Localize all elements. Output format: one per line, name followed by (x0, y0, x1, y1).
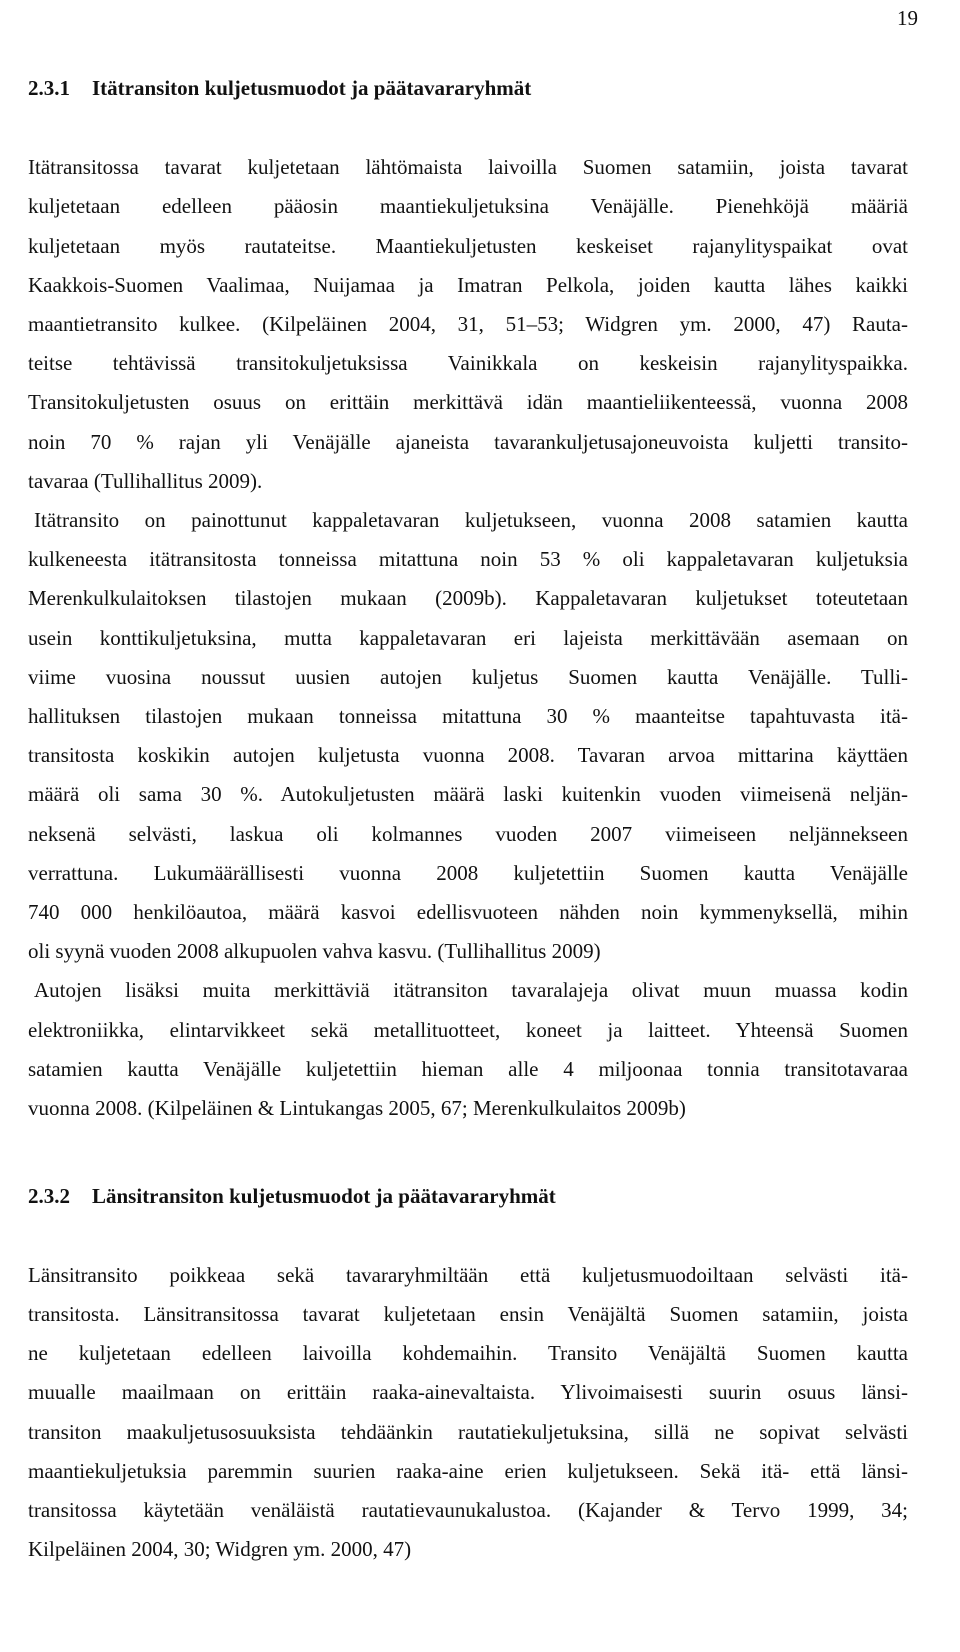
text-line: maantietransito kulkee. (Kilpeläinen 2004, 31, 51–53; Widgren ym. 2000, 47) Rauta- (28, 312, 908, 336)
text-line: verrattuna. Lukumäärällisesti vuonna 2008 kuljetettiin Suomen kautta Venäjälle (28, 861, 908, 885)
text-line: elektroniikka, elintarvikkeet sekä metallituotteet, koneet ja laitteet. Yhteensä Suomen (28, 1018, 908, 1042)
text-line: vuonna 2008. (Kilpeläinen & Lintukangas 2005, 67; Merenkulkulaitos 2009b) (28, 1096, 686, 1120)
text-line: muualle maailmaan on erittäin raaka-ainevaltaista. Ylivoimaisesti suurin osuus länsi- (28, 1380, 908, 1404)
text-line: Itätransito on painottunut kappaletavaran kuljetukseen, vuonna 2008 satamien kautta (34, 508, 908, 532)
text-line: transitosta koskikin autojen kuljetusta vuonna 2008. Tavaran arvoa mittarina käyttäen (28, 743, 908, 767)
text-line: satamien kautta Venäjälle kuljetettiin hieman alle 4 miljoonaa tonnia transitotavaraa (28, 1057, 908, 1081)
text-line: usein konttikuljetuksina, mutta kappaletavaran eri lajeista merkittävään asemaan on (28, 626, 908, 650)
section-number: 2.3.1 (28, 76, 70, 100)
text-line: määrä oli sama 30 %. Autokuljetusten määrä laski kuitenkin vuoden viimeisenä neljän- (28, 782, 908, 806)
text-line: 740 000 henkilöautoa, määrä kasvoi edellisvuoteen nähden noin kymmenyksellä, mihin (28, 900, 908, 924)
text-line: Merenkulkulaitoksen tilastojen mukaan (2009b). Kappaletavaran kuljetukset toteutetaan (28, 586, 908, 610)
text-line: Kaakkois-Suomen Vaalimaa, Nuijamaa ja Imatran Pelkola, joiden kautta lähes kaikki (28, 273, 908, 297)
text-line: ne kuljetetaan edelleen laivoilla kohdemaihin. Transito Venäjältä Suomen kautta (28, 1341, 908, 1365)
text-line: Autojen lisäksi muita merkittäviä itätransiton tavaralajeja olivat muun muassa kodin (34, 978, 908, 1002)
section-title: Itätransiton kuljetusmuodot ja päätavararyhmät (92, 76, 532, 100)
text-line: hallituksen tilastojen mukaan tonneissa mitattuna 30 % maanteitse tapahtuvasta itä- (28, 704, 908, 728)
text-line: neksenä selvästi, laskua oli kolmannes vuoden 2007 viimeiseen neljännekseen (28, 822, 908, 846)
section-title: Länsitransiton kuljetusmuodot ja päätavararyhmät (92, 1184, 556, 1208)
text-line: teitse tehtävissä transitokuljetuksissa Vainikkala on keskeisin rajanylityspaikka. (28, 351, 908, 375)
text-line: Länsitransito poikkeaa sekä tavararyhmiltään että kuljetusmuodoiltaan selvästi itä- (28, 1263, 908, 1287)
section-heading-2-3-1 (28, 76, 531, 101)
text-line: transiton maakuljetusosuuksista tehdäänkin rautatiekuljetuksina, sillä ne sopivat selvästi (28, 1420, 908, 1444)
page-number: 19 (897, 6, 918, 30)
text-line: Kilpeläinen 2004, 30; Widgren ym. 2000, 47) (28, 1537, 412, 1561)
text-line: viime vuosina noussut uusien autojen kuljetus Suomen kautta Venäjälle. Tulli- (28, 665, 908, 689)
text-line: noin 70 % rajan yli Venäjälle ajaneista tavarankuljetusajoneuvoista kuljetti transito- (28, 430, 908, 454)
text-line: kuljetetaan myös rautateitse. Maantiekuljetusten keskeiset rajanylityspaikat ovat (28, 234, 908, 258)
section-heading-2-3-2 (28, 1184, 556, 1209)
text-line: transitosta. Länsitransitossa tavarat kuljetetaan ensin Venäjältä Suomen satamiin, joista (28, 1302, 908, 1326)
text-line: maantiekuljetuksia paremmin suurien raaka-aine erien kuljetukseen. Sekä itä- että länsi- (28, 1459, 908, 1483)
text-line: kulkeneesta itätransitosta tonneissa mitattuna noin 53 % oli kappaletavaran kuljetuksia (28, 547, 908, 571)
text-line: oli syynä vuoden 2008 alkupuolen vahva kasvu. (Tullihallitus 2009) (28, 939, 601, 963)
text-line: transitossa käytetään venäläistä rautatievaunukalustoa. (Kajander & Tervo 1999, 34; (28, 1498, 908, 1522)
section-number: 2.3.2 (28, 1184, 70, 1208)
text-line: kuljetetaan edelleen pääosin maantiekuljetuksina Venäjälle. Pienehköjä määriä (28, 194, 908, 218)
text-line: tavaraa (Tullihallitus 2009). (28, 469, 263, 493)
text-line: Itätransitossa tavarat kuljetetaan lähtömaista laivoilla Suomen satamiin, joista tavarat (28, 155, 908, 179)
text-line: Transitokuljetusten osuus on erittäin merkittävä idän maantieliikenteessä, vuonna 2008 (28, 390, 908, 414)
